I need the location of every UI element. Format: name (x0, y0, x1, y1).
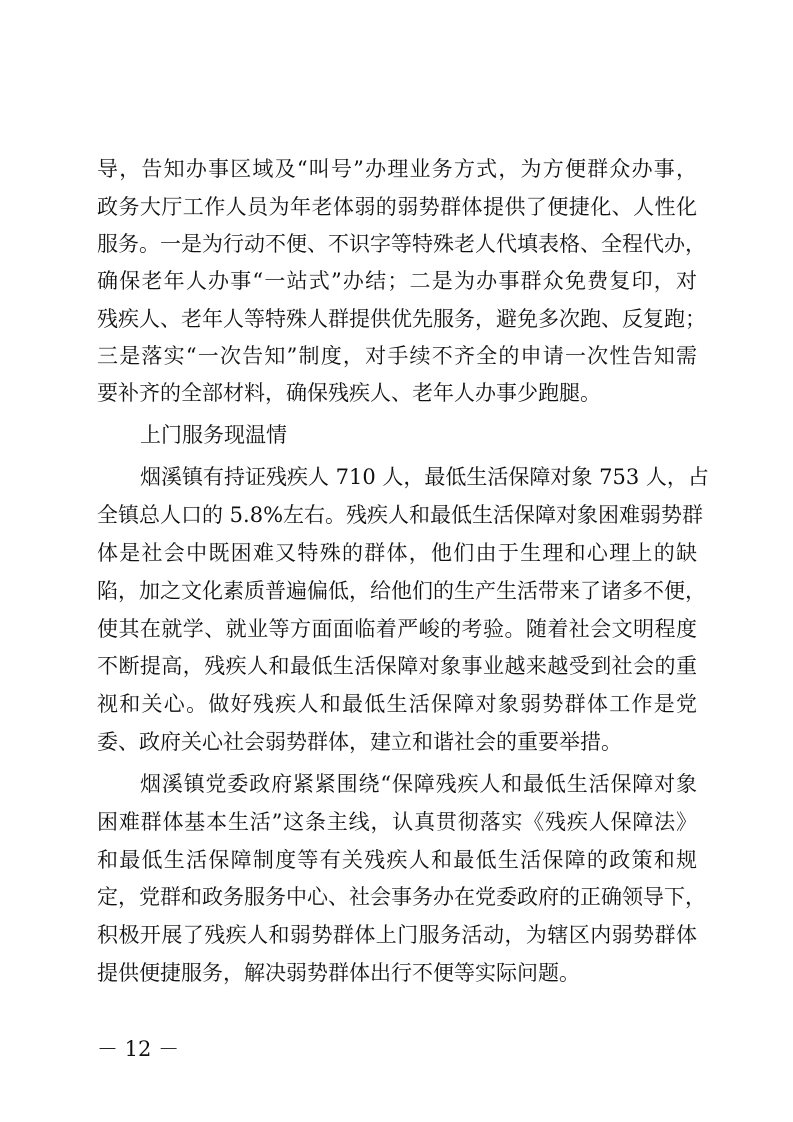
text-line: 定，党群和政务服务中心、社会事务办在党委政府的正确领导下， (97, 885, 706, 909)
text-line: 积极开展了残疾人和弱势群体上门服务活动，为辖区内弱势群体 (97, 923, 697, 947)
text-line: 使其在就学、就业等方面面临着严峻的考验。随着社会文明程度 (97, 617, 697, 641)
text-line: 不断提高，残疾人和最低生活保障对象事业越来越受到社会的重 (97, 654, 697, 678)
text-line: 确保老年人办事“一站式”办结；二是为办事群众免费复印，对 (97, 269, 697, 293)
text-line: 残疾人、老年人等特殊人群提供优先服务，避免多次跑、反复跑； (97, 307, 706, 331)
text-line: 三是落实“一次告知”制度，对手续不齐全的申请一次性告知需 (97, 344, 697, 368)
text-line: 视和关心。做好残疾人和最低生活保障对象弱势群体工作是党 (97, 692, 697, 716)
text-line: 烟溪镇有持证残疾人 710 人，最低生活保障对象 753 人，占 (140, 465, 709, 489)
text-line: 和最低生活保障制度等有关残疾人和最低生活保障的政策和规 (97, 848, 697, 872)
text-line: 要补齐的全部材料，确保残疾人、老年人办事少跑腿。 (97, 381, 601, 405)
text-line: 陷，加之文化素质普遍偏低，给他们的生产生活带来了诸多不便， (97, 579, 706, 603)
text-line: 导，告知办事区域及“叫号”办理业务方式，为方便群众办事， (97, 157, 697, 181)
text-line: 委、政府关心社会弱势群体，建立和谐社会的重要举措。 (97, 730, 622, 754)
page-number: － 12 － (97, 1037, 180, 1061)
text-line: 体是社会中既困难又特殊的群体，他们由于生理和心理上的缺 (97, 541, 697, 565)
section-heading: 上门服务现温情 (140, 423, 287, 447)
text-line: 全镇总人口的 5.8%左右。残疾人和最低生活保障对象困难弱势群 (97, 503, 704, 527)
text-line: 政务大厅工作人员为年老体弱的弱势群体提供了便捷化、人性化 (97, 195, 697, 219)
text-line: 烟溪镇党委政府紧紧围绕“保障残疾人和最低生活保障对象 (140, 772, 697, 796)
text-line: 服务。一是为行动不便、不识字等特殊老人代填表格、全程代办， (97, 232, 706, 256)
text-line: 提供便捷服务，解决弱势群体出行不便等实际问题。 (97, 961, 580, 985)
text-line: 困难群体基本生活”这条主线，认真贯彻落实《残疾人保障法》 (97, 810, 697, 834)
